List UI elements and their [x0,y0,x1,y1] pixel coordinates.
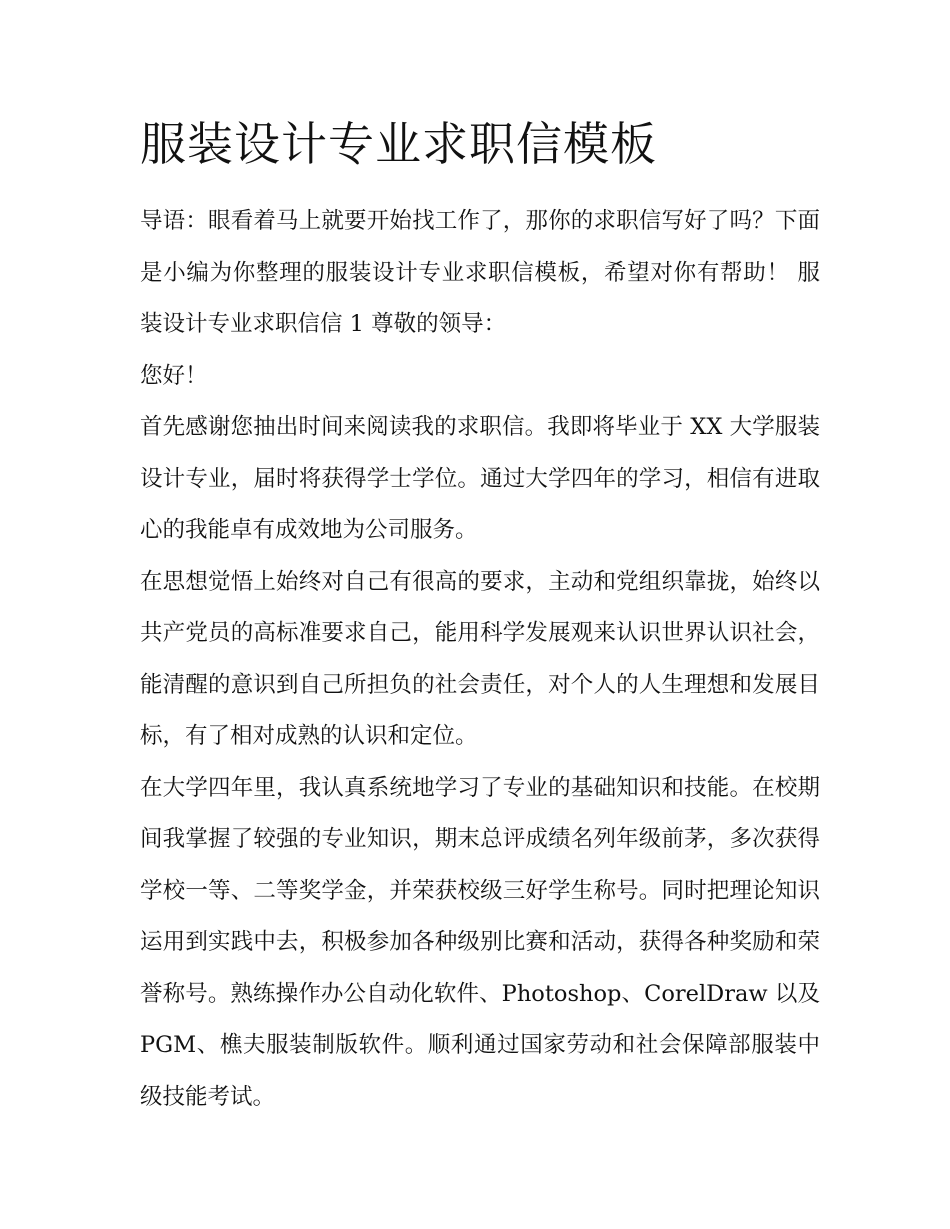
paragraph-study: 在大学四年里，我认真系统地学习了专业的基础知识和技能。在校期间我掌握了较强的专业知识，期末总评成绩名列年级前茅，多次获得学校一等、二等奖学金，并荣获校级三好学生称号。同时把理论知识运用到实践中去，积极参加各种级别比赛和活动，获得各种奖励和荣誉称号。熟练操作办公自动化软件、Photoshop、CorelDraw 以及 PGM、樵夫服装制版软件。顺利通过国家劳动和社会保障部服装中级技能考试。 [140,774,820,1110]
document-body [140,196,820,1123]
paragraph-ideology: 在思想觉悟上始终对自己有很高的要求，主动和党组织靠拢，始终以共产党员的高标准要求自己，能用科学发展观来认识世界认识社会，能清醒的意识到自己所担负的社会责任，对个人的人生理想和发展目标，有了相对成熟的认识和定位。 [140,568,820,749]
document-title: 服装设计专业求职信模板 [140,117,657,171]
paragraph-introduction: 首先感谢您抽出时间来阅读我的求职信。我即将毕业于 XX 大学服装设计专业，届时将获得学士学位。通过大学四年的学习，相信有进取心的我能卓有成效地为公司服务。 [140,414,820,543]
paragraph-intro: 导语：眼看着马上就要开始找工作了，那你的求职信写好了吗？下面是小编为你整理的服装设计专业求职信模板，希望对你有帮助！ 服装设计专业求职信信 1 尊敬的领导： [140,208,820,337]
paragraph-greeting: 您好！ [140,362,208,389]
